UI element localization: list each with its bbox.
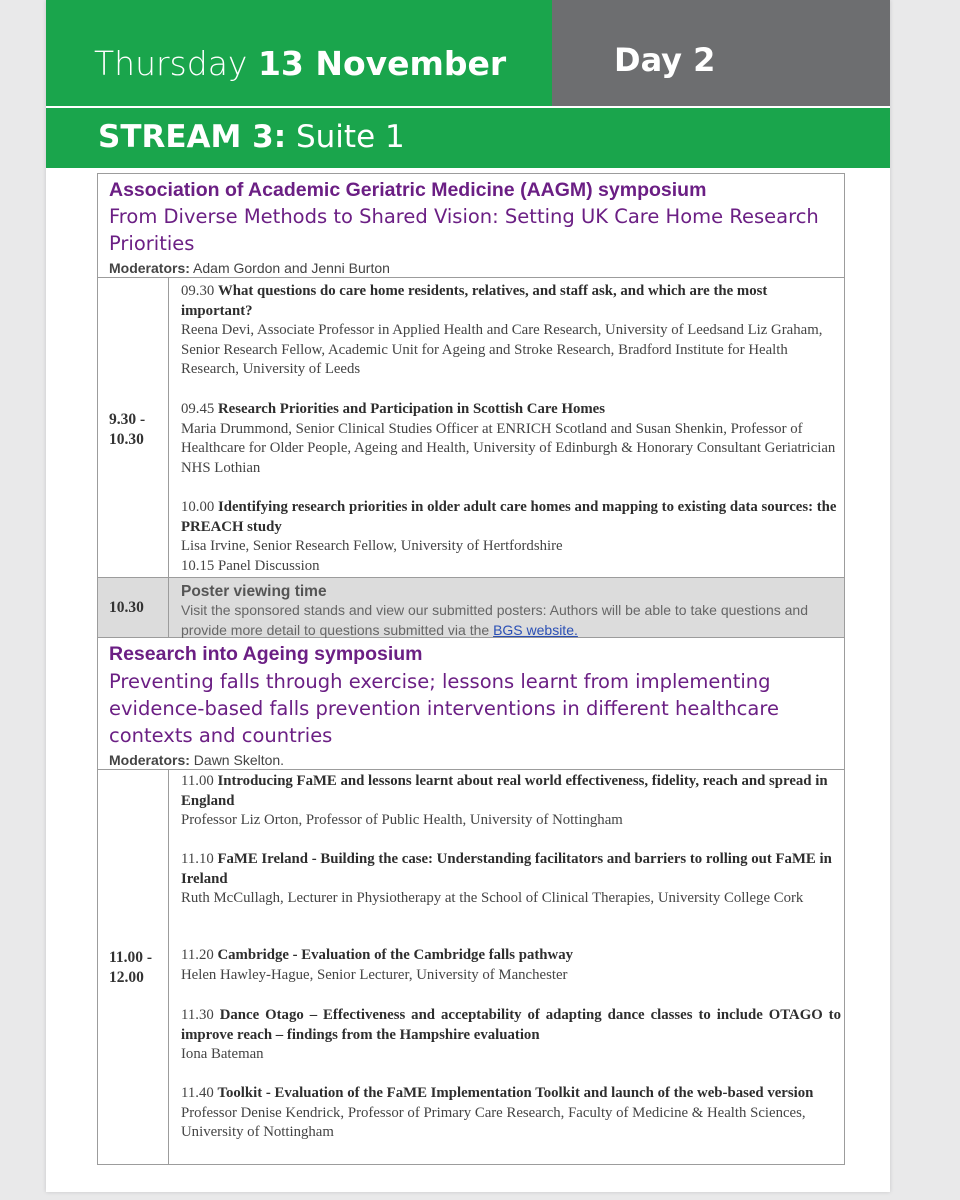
session-time-end: 10.30	[109, 431, 144, 448]
session-block	[98, 278, 844, 578]
moderators-line	[109, 259, 390, 277]
talk-item	[181, 1006, 841, 1065]
session-time-start: 9.30 -	[109, 411, 146, 428]
talk-title: What questions do care home residents, relatives, and staff ask, and which are the most important?	[181, 283, 768, 319]
stream-banner	[46, 108, 890, 168]
session-time-end: 12.00	[109, 969, 144, 986]
date-banner	[46, 0, 552, 106]
day-label: Day 2	[614, 41, 716, 79]
poster-time-cell	[98, 578, 169, 637]
moderators-names: Adam Gordon and Jenni Burton	[193, 260, 390, 276]
talk-speakers: Professor Liz Orton, Professor of Public Health, University of Nottingham	[181, 812, 623, 828]
talk-item	[181, 772, 841, 831]
date-heading	[94, 44, 506, 84]
date-label: 13 November	[257, 44, 507, 83]
stream-label: STREAM 3:	[98, 119, 287, 155]
symposium-title: Association of Academic Geriatric Medicine (AAGM) symposium	[109, 179, 707, 201]
moderators-label: Moderators:	[109, 752, 190, 768]
talk-title: Research Priorities and Participation in Scottish Care Homes	[218, 401, 606, 417]
talk-item	[181, 400, 841, 478]
session-time-cell	[98, 278, 169, 577]
talk-item	[181, 498, 841, 576]
panel-discussion: 10.15 Panel Discussion	[181, 557, 320, 574]
talk-time: 09.30	[181, 283, 215, 299]
talk-time: 11.20	[181, 947, 214, 963]
programme-page	[46, 0, 890, 1192]
symposium-title: Research into Ageing symposium	[109, 643, 423, 665]
bgs-website-link[interactable]: BGS website.	[493, 621, 578, 638]
talk-title: FaME Ireland - Building the case: Understanding facilitators and barriers to rolling out FaME in Ireland	[181, 851, 832, 887]
symposium-header	[98, 638, 844, 770]
poster-description-text: Visit the sponsored stands and view our submitted posters: Authors will be able to take questions and provide more detail to questions submitted via the	[181, 602, 808, 638]
talk-title: Cambridge - Evaluation of the Cambridge falls pathway	[217, 947, 573, 963]
talk-title: Introducing FaME and lessons learnt about real world effectiveness, fidelity, reach and spread in England	[181, 773, 828, 809]
talk-speakers: Professor Denise Kendrick, Professor of Primary Care Research, Faculty of Medicine & Health Sciences, University of Nottingham	[181, 1104, 806, 1140]
talk-speakers: Helen Hawley-Hague, Senior Lecturer, University of Manchester	[181, 966, 568, 983]
talk-speakers: Maria Drummond, Senior Clinical Studies Officer at ENRICH Scotland and Susan Shenkin, Professor of Healthcare for Older People, Ageing and Health, University of Edinburgh & Honorary Consultant Geriatrician NHS Lothian	[181, 420, 836, 476]
moderators-label: Moderators:	[109, 260, 190, 276]
talk-item	[181, 850, 841, 909]
talk-item	[181, 282, 841, 380]
stream-heading	[98, 117, 405, 157]
symposium-subtitle: Preventing falls through exercise; lessons learnt from implementing evidence-based falls prevention interventions in different healthcare contexts and countries	[109, 670, 779, 747]
talk-title: Dance Otago – Effectiveness and acceptability of adapting dance classes to include OTAGO to improve reach – findings from the Hampshire evaluation	[181, 1007, 841, 1043]
session-time-start: 11.00 -	[109, 949, 153, 966]
talk-item	[181, 1084, 841, 1143]
talk-time: 11.30	[181, 1007, 214, 1023]
talk-time: 11.00	[181, 773, 214, 789]
poster-description	[181, 601, 841, 640]
symposium-header	[98, 174, 844, 278]
session-time-cell	[98, 770, 169, 1164]
talk-time: 10.00	[181, 499, 215, 515]
talk-item	[181, 946, 841, 985]
talk-time: 09.45	[181, 401, 215, 417]
day-header	[46, 0, 890, 106]
talk-time: 11.40	[181, 1085, 214, 1101]
weekday-label: Thursday	[94, 44, 248, 83]
talk-title: Toolkit - Evaluation of the FaME Implementation Toolkit and launch of the web-based version	[217, 1085, 814, 1101]
session-block	[98, 770, 844, 1164]
day-banner	[552, 0, 890, 106]
poster-time: 10.30	[109, 599, 144, 616]
talk-speakers: Iona Bateman	[181, 1046, 264, 1062]
poster-row	[98, 578, 844, 638]
moderators-names: Dawn Skelton.	[193, 752, 285, 768]
stream-room: Suite 1	[295, 119, 405, 155]
talk-speakers: Lisa Irvine, Senior Research Fellow, University of Hertfordshire	[181, 538, 563, 554]
talk-speakers: Reena Devi, Associate Professor in Applied Health and Care Research, University of Leedsand Liz Graham, Senior Research Fellow, Academic Unit for Ageing and Stroke Research, Bradford Institute for Health Research, University of Leeds	[181, 322, 823, 377]
talk-title: Identifying research priorities in older adult care homes and mapping to existing data sources: the PREACH study	[181, 499, 837, 535]
moderators-line	[109, 751, 284, 769]
talk-time: 11.10	[181, 851, 214, 867]
talk-speakers: Ruth McCullagh, Lecturer in Physiotherapy at the School of Clinical Therapies, University College Cork	[181, 890, 804, 906]
symposium-subtitle: From Diverse Methods to Shared Vision: Setting UK Care Home Research Priorities	[109, 205, 819, 255]
poster-title: Poster viewing time	[181, 583, 327, 600]
schedule-table	[97, 173, 845, 1165]
